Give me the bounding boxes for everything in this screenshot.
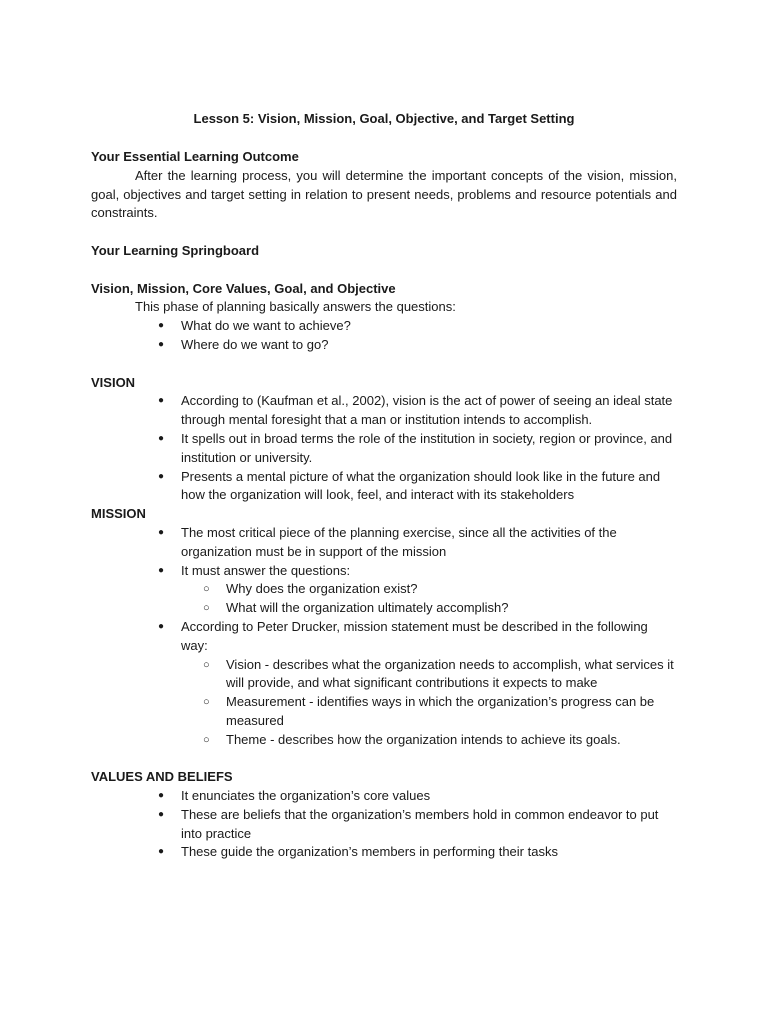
learning-outcome-section bbox=[91, 148, 677, 862]
page-title: Lesson 5: Vision, Mission, Goal, Objective, and Target Setting bbox=[193, 111, 575, 126]
mission-heading: MISSION bbox=[91, 506, 146, 522]
list-item: ● These are beliefs that the organization’s members hold in common endeavor to put into practice bbox=[91, 806, 677, 844]
list-item: ● Where do we want to go? bbox=[91, 336, 677, 355]
list-item: ● According to Peter Drucker, mission statement must be described in the following way: bbox=[91, 618, 677, 656]
list-item: ● It spells out in broad terms the role of the institution in society, region or province, and institution or university. bbox=[91, 430, 677, 468]
vmcgo-question-list bbox=[91, 317, 677, 355]
learning-outcome-heading: Your Essential Learning Outcome bbox=[91, 149, 299, 164]
list-item: ● Presents a mental picture of what the organization should look like in the future and how the organization will look, feel, and interact with its stakeholders bbox=[91, 468, 677, 506]
mission-list bbox=[91, 524, 677, 750]
list-item: ● The most critical piece of the planning exercise, since all the activities of the organization must be in support of the mission bbox=[91, 524, 677, 562]
sub-list-item: ○ Why does the organization exist? bbox=[91, 580, 677, 599]
list-item: ● What do we want to achieve? bbox=[91, 317, 677, 336]
learning-outcome-text: After the learning process, you will determine the important concepts of the vision, mission, goal, objectives and target setting in relation to present needs, problems and resource potentials and constraints. bbox=[91, 167, 677, 221]
list-item: ● It enunciates the organization’s core values bbox=[91, 787, 677, 806]
list-item: ● According to (Kaufman et al., 2002), vision is the act of power of seeing an ideal state through mental foresight that a man or institution intends to accomplish. bbox=[91, 392, 677, 430]
sub-list-item: ○ What will the organization ultimately accomplish? bbox=[91, 599, 677, 618]
springboard-heading: Your Learning Springboard bbox=[91, 242, 260, 258]
list-item: ● These guide the organization’s members in performing their tasks bbox=[91, 843, 677, 862]
sub-list-item: ○ Theme - describes how the organization intends to achieve its goals. bbox=[91, 731, 677, 750]
vision-heading: VISION bbox=[91, 374, 136, 390]
vmcgo-heading: Vision, Mission, Core Values, Goal, and Objective bbox=[91, 280, 396, 296]
values-list bbox=[91, 787, 677, 862]
list-item: ● It must answer the questions: bbox=[91, 562, 677, 581]
vmcgo-intro: This phase of planning basically answers the questions: bbox=[135, 299, 456, 315]
vision-list bbox=[91, 392, 677, 505]
sub-list-item: ○ Vision - describes what the organization needs to accomplish, what services it will provide, and what significant contributions it expects to make bbox=[91, 656, 677, 694]
sub-list-item: ○ Measurement - identifies ways in which the organization’s progress can be measured bbox=[91, 693, 677, 731]
values-heading: VALUES AND BELIEFS bbox=[91, 769, 233, 785]
